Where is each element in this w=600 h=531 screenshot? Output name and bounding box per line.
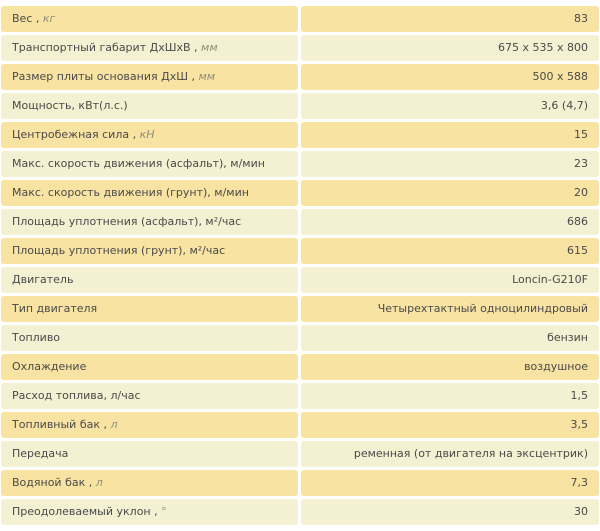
- spec-value-cell: [301, 151, 599, 177]
- spec-row: [0, 238, 600, 264]
- spec-value-cell: [301, 499, 599, 525]
- spec-label: Размер плиты основания ДхШ: [12, 70, 188, 83]
- spec-value: 23: [574, 157, 588, 170]
- spec-value-cell: [301, 6, 599, 32]
- spec-row: [0, 35, 600, 61]
- spec-row: [0, 180, 600, 206]
- spec-value-cell: [301, 412, 599, 438]
- spec-value: 500 x 588: [532, 70, 588, 83]
- spec-value: 3,6 (4,7): [540, 99, 588, 112]
- spec-value: 1,5: [570, 389, 588, 402]
- spec-row: [0, 6, 600, 32]
- spec-value: Loncin-G210F: [512, 273, 588, 286]
- spec-label-cell: [1, 383, 298, 409]
- spec-label-cell: [1, 238, 298, 264]
- spec-label: Транспортный габарит ДхШхВ: [12, 41, 191, 54]
- unit-separator: ,: [85, 476, 96, 489]
- spec-label-cell: [1, 296, 298, 322]
- spec-value-cell: [301, 354, 599, 380]
- spec-row: [0, 383, 600, 409]
- spec-label: Площадь уплотнения (асфальт), м²/час: [12, 215, 242, 228]
- spec-value: 686: [567, 215, 588, 228]
- spec-unit: °: [161, 505, 167, 518]
- spec-row: [0, 412, 600, 438]
- spec-label-cell: [1, 354, 298, 380]
- spec-label: Водяной бак: [12, 476, 86, 489]
- unit-separator: ,: [129, 128, 140, 141]
- spec-value: 675 x 535 x 800: [498, 41, 588, 54]
- spec-label-cell: [1, 93, 298, 119]
- spec-row: [0, 151, 600, 177]
- spec-label: Двигатель: [12, 273, 74, 286]
- spec-unit: мм: [201, 41, 218, 54]
- spec-unit: кН: [139, 128, 155, 141]
- spec-row: [0, 93, 600, 119]
- spec-label: Передача: [12, 447, 69, 460]
- spec-label-cell: [1, 499, 298, 525]
- spec-value-cell: [301, 325, 599, 351]
- spec-label-cell: [1, 64, 298, 90]
- spec-row: [0, 64, 600, 90]
- spec-label-cell: [1, 35, 298, 61]
- spec-label-cell: [1, 325, 298, 351]
- spec-label: Охлаждение: [12, 360, 87, 373]
- spec-value-cell: [301, 383, 599, 409]
- spec-row: [0, 499, 600, 525]
- spec-label-cell: [1, 412, 298, 438]
- spec-label-cell: [1, 441, 298, 467]
- spec-label-cell: [1, 6, 298, 32]
- spec-label-cell: [1, 151, 298, 177]
- spec-value: 30: [574, 505, 588, 518]
- spec-label: Тип двигателя: [12, 302, 98, 315]
- spec-label: Вес: [12, 12, 33, 25]
- spec-value-cell: [301, 64, 599, 90]
- unit-separator: ,: [32, 12, 43, 25]
- spec-row: [0, 354, 600, 380]
- spec-value-cell: [301, 35, 599, 61]
- spec-label-cell: [1, 470, 298, 496]
- spec-label: Топливный бак: [12, 418, 100, 431]
- spec-value-cell: [301, 122, 599, 148]
- spec-label: Топливо: [12, 331, 61, 344]
- spec-label-cell: [1, 209, 298, 235]
- spec-value: бензин: [547, 331, 588, 344]
- spec-label: Макс. скорость движения (грунт), м/мин: [12, 186, 249, 199]
- spec-value-cell: [301, 267, 599, 293]
- spec-value: ременная (от двигателя на эксцентрик): [353, 447, 588, 460]
- spec-value: 7,3: [570, 476, 588, 489]
- spec-unit: л: [110, 418, 118, 431]
- spec-value-cell: [301, 180, 599, 206]
- spec-label-cell: [1, 267, 298, 293]
- spec-value-cell: [301, 441, 599, 467]
- spec-unit: кг: [42, 12, 56, 25]
- spec-label: Площадь уплотнения (грунт), м²/час: [12, 244, 226, 257]
- unit-separator: ,: [187, 70, 199, 83]
- spec-value: Четырехтактный одноцилиндровый: [377, 302, 588, 315]
- spec-value-cell: [301, 93, 599, 119]
- spec-row: [0, 296, 600, 322]
- spec-value-cell: [301, 296, 599, 322]
- spec-label-cell: [1, 180, 298, 206]
- unit-separator: ,: [150, 505, 162, 518]
- spec-unit: мм: [198, 70, 216, 83]
- spec-value: 615: [567, 244, 588, 257]
- spec-row: [0, 470, 600, 496]
- spec-value-cell: [301, 209, 599, 235]
- spec-value-cell: [301, 470, 599, 496]
- spec-label: Расход топлива, л/час: [12, 389, 141, 402]
- spec-row: [0, 209, 600, 235]
- spec-label: Мощность, кВт(л.с.): [12, 99, 128, 112]
- unit-separator: ,: [100, 418, 111, 431]
- unit-separator: ,: [190, 41, 202, 54]
- spec-value: 83: [574, 12, 588, 25]
- spec-unit: л: [95, 476, 103, 489]
- spec-value: 20: [574, 186, 588, 199]
- spec-value-cell: [301, 238, 599, 264]
- spec-label-cell: [1, 122, 298, 148]
- spec-row: [0, 325, 600, 351]
- spec-label: Центробежная сила: [12, 128, 130, 141]
- spec-label: Преодолеваемый уклон: [12, 505, 151, 518]
- spec-row: [0, 122, 600, 148]
- spec-label: Макс. скорость движения (асфальт), м/мин: [12, 157, 265, 170]
- spec-row: [0, 267, 600, 293]
- spec-row: [0, 441, 600, 467]
- spec-value: 3,5: [570, 418, 588, 431]
- spec-value: воздушное: [524, 360, 588, 373]
- spec-value: 15: [574, 128, 588, 141]
